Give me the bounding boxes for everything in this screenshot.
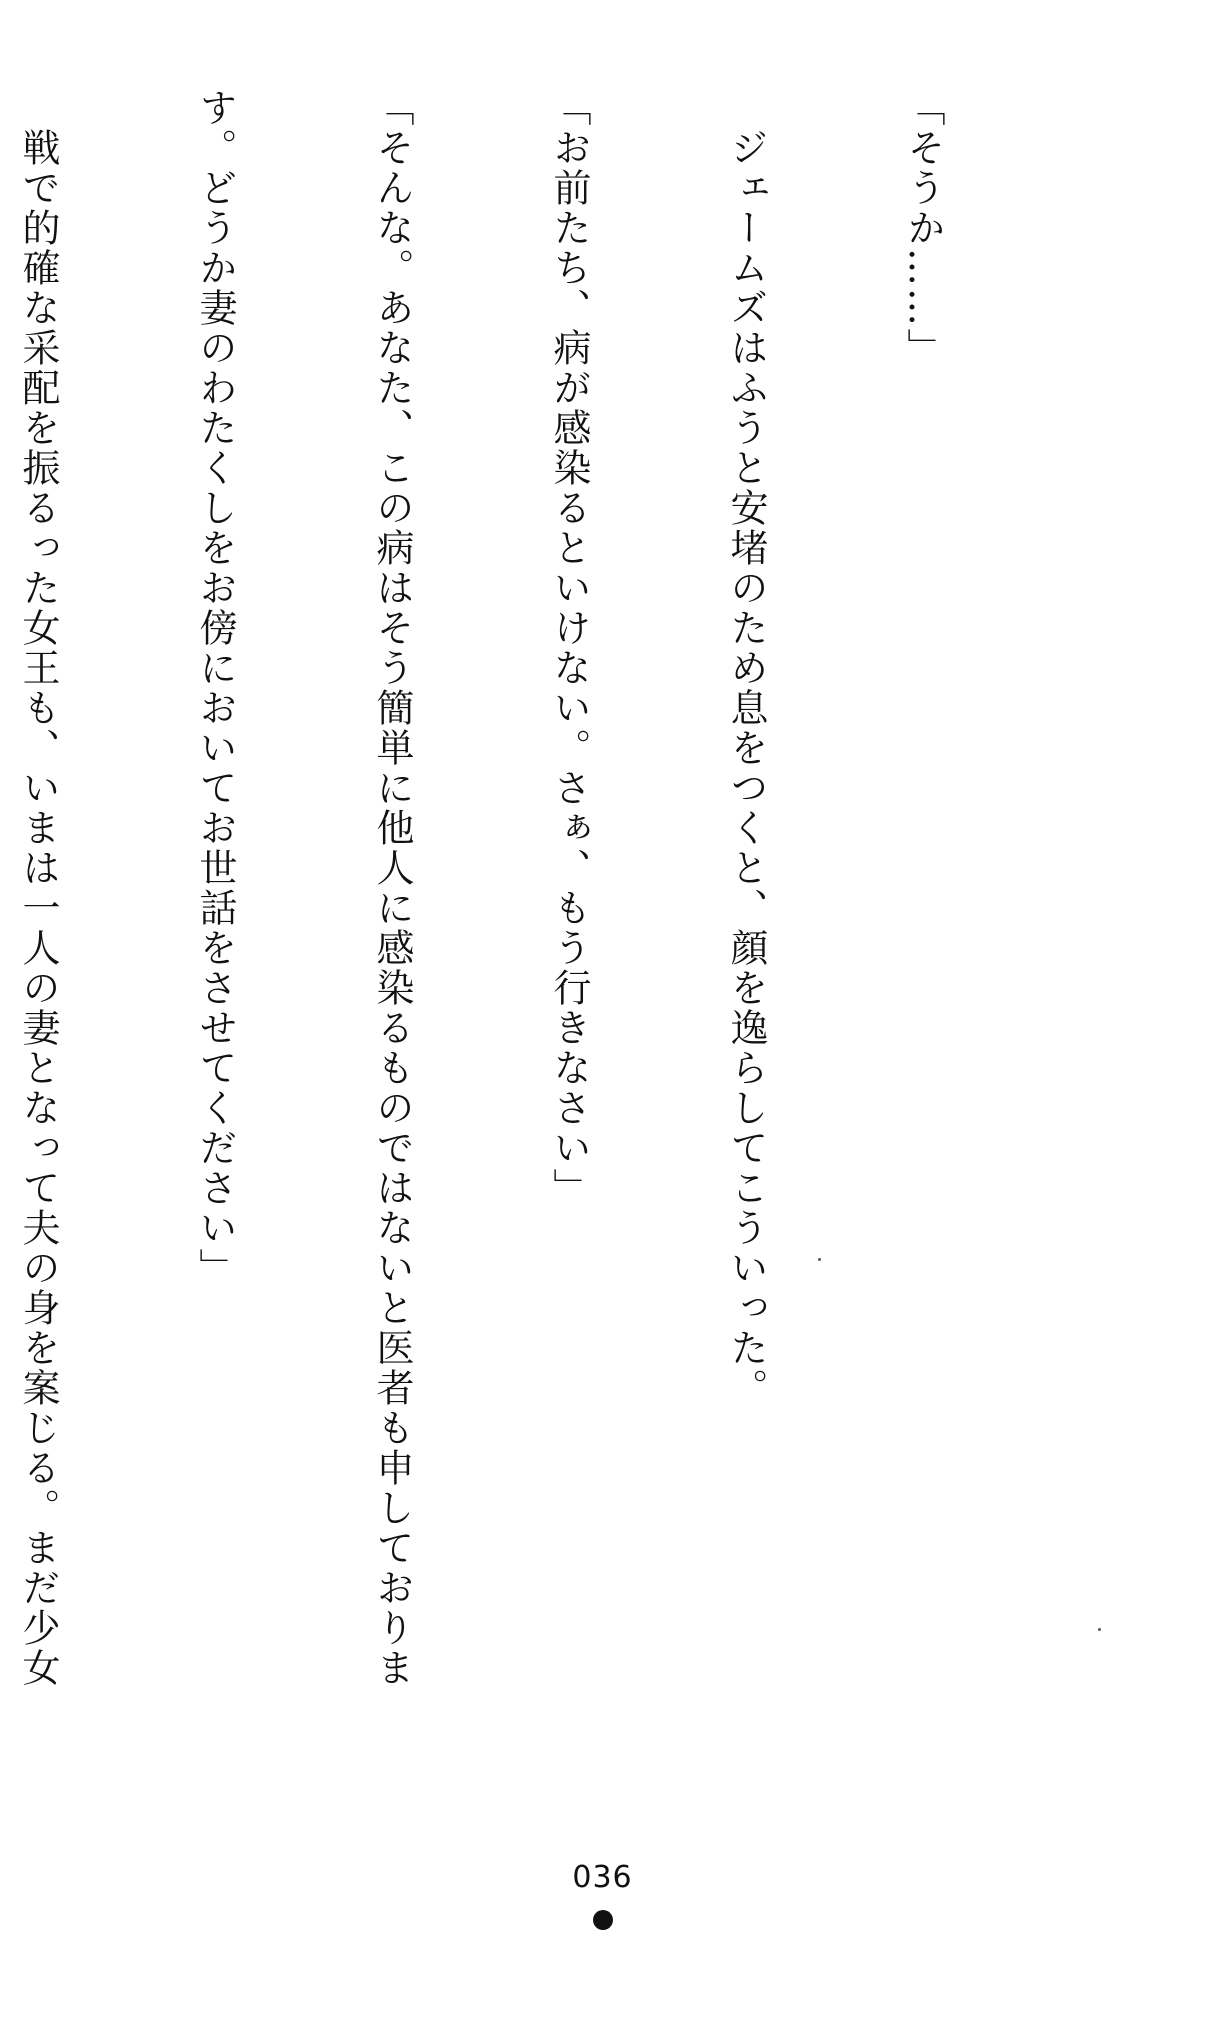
text-line: す。どうか妻のわたくしをお傍においてお世話をさせてください」 <box>193 88 237 1288</box>
page-marker-dot <box>593 1910 613 1930</box>
page-number: 036 <box>572 1860 633 1895</box>
scan-speck <box>818 1258 821 1261</box>
text-line: 「そんな。あなた、この病はそう簡単に他人に感染るものではないと医者も申しておりま <box>370 88 414 1688</box>
text-line: 「お前たち、病が感染るといけない。さぁ、もう行きなさい」 <box>547 88 591 1208</box>
text-line: 「そうか……」 <box>901 88 945 368</box>
text-line: 戦で的確な采配を振るった女王も、いまは一人の妻となって夫の身を案じる。まだ少女 <box>16 128 60 1688</box>
scan-speck <box>1098 1628 1101 1631</box>
body-text <box>16 88 1070 1688</box>
text-line: ジェームズはふうと安堵のため息をつくと、顔を逸らしてこういった。 <box>724 128 768 1408</box>
